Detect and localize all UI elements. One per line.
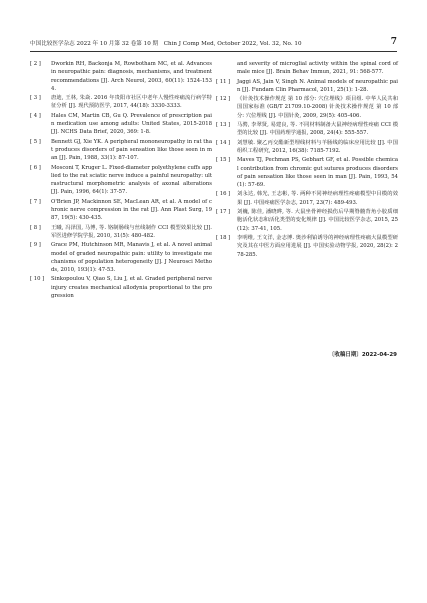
reference-item — [30, 112, 212, 137]
reference-item — [30, 164, 212, 197]
reference-number: [ 11 ] — [216, 78, 231, 85]
reference-text: Bennett GJ, Xie YK. A peripheral mononeuropathy in rat that produces disorders of pain sensation like those seen in man [J]. Pain, 1988, 33(1): 87-107. — [51, 138, 212, 162]
reference-text: O'Brien JP, Mackinnon SE, MacLean AR, et al. A model of chronic nerve compression in the rat [J]. Ann Plast Surg, 1987, 19(5): 430-435. — [51, 198, 212, 222]
reference-number — [216, 60, 237, 77]
reference-text: 马骋, 李翠贤, 易建良, 等. 不同材料制备大鼠神经病理性疼痛 CCI 模型的比较 [J]. 中国药理学通报, 2008, 24(4): 555-557. — [237, 122, 398, 137]
reference-number: [ 9 ] — [30, 242, 41, 249]
running-header — [30, 38, 397, 50]
reference-number: [ 16 ] — [216, 191, 231, 198]
reference-text: Jaggi AS, Jain V, Singh N. Animal models of neuropathic pain [J]. Fundam Clin Pharmacol, 2011, 25(1): 1-28. — [237, 78, 398, 93]
references-right-column — [216, 60, 398, 260]
reference-item — [216, 208, 398, 233]
received-date: 〔收稿日期〕2022-04-29 — [328, 352, 397, 358]
reference-item — [30, 198, 212, 223]
reference-text: Sinkopoulou V, Qiao S, Liu J, et al. Graded peripheral nerve injury creates mechanical allodynia proportional to the progression — [51, 276, 212, 300]
reference-item — [30, 94, 212, 111]
reference-number: [ 17 ] — [216, 209, 231, 216]
reference-text: 唐迪, 王林, 朱焱. 2016 年贵阳市社区中老年人慢性疼痛流行病学特征分析 [J]. 现代预防医学, 2017, 44(18): 3330-3333. — [51, 95, 212, 110]
reference-number: [ 4 ] — [30, 112, 41, 119]
reference-text: and severity of microglial activity within the spinal cord of male mice [J]. Brain Behav Immun, 2021, 91: 568-577. — [237, 61, 398, 76]
page-number: 7 — [390, 37, 397, 47]
reference-text: Mosconi T, Kruger L. Fixed-diameter polyethylene cuffs applied to the rat sciatic nerve induce a painful neuropathy: ultrastructural morphometric analysis of axonal alterations [J]. Pain, 1996, 64(1): 37-57. — [51, 164, 212, 196]
reference-item — [216, 156, 398, 189]
reference-text: Maves TJ, Pechman PS, Gebhart GF, et al. Possible chemical contribution from chromic gut sutures produces disorders of pain sensation like those seen in man [J]. Pain, 1993, 54(1): 57-69. — [237, 157, 398, 189]
reference-number: [ 12 ] — [216, 96, 231, 103]
reference-item — [30, 275, 212, 300]
reference-number: [ 5 ] — [30, 138, 41, 145]
header-rule — [30, 51, 397, 52]
reference-number: [ 13 ] — [216, 122, 231, 129]
reference-text: Grace PM, Hutchinson MR, Manavis J, et al. A novel animal model of graded neuropathic pain: utility to investigate mechanisms of population heterogeneity [J]. J Neurosci Methods, 2010, 193(1): 47-53. — [51, 242, 212, 274]
reference-item — [30, 138, 212, 163]
reference-item — [216, 190, 398, 207]
reference-number: [ 2 ] — [30, 61, 41, 67]
reference-item — [216, 78, 398, 95]
reference-item — [30, 224, 212, 241]
references-left-column — [30, 60, 212, 301]
reference-number: [ 3 ] — [30, 95, 41, 102]
reference-item — [216, 139, 398, 156]
reference-text: Dworkin RH, Backonja M, Rowbotham MC, et al. Advances in neuropathic pain: diagnosis, mechanisms, and treatment recommendations [J]. Arch Neurol, 2003, 60(11): 1524-1534. — [51, 61, 212, 92]
reference-text: 李明维, 王文洋, 金志博. 奥沙利铂诱导的神经病理性疼痛大鼠模型研究及其在中医方面应用进展 [J]. 中国实验动物学报, 2020, 28(2): 278-285. — [237, 234, 398, 258]
reference-number: [ 7 ] — [30, 198, 41, 205]
reference-number: [ 10 ] — [30, 276, 45, 283]
reference-number: [ 14 ] — [216, 139, 231, 146]
reference-item — [30, 241, 212, 274]
reference-item — [216, 234, 398, 259]
reference-number: [ 8 ] — [30, 224, 41, 231]
reference-text: 王曦, 冯泽国, 马博, 等. 铬制肠线与丝线制作 CCI 模型效果比较 [J]. 军医进修学院学报, 2010, 31(5): 480-482. — [51, 224, 212, 239]
reference-number: [ 6 ] — [30, 164, 41, 171]
reference-item — [216, 121, 398, 138]
reference-text: 刘永达, 韩光, 王志彬, 等. 两种不同神经病理性疼痛模型中目模的效果 [J]. 中国疼痛医学杂志, 2017, 23(7): 489-493. — [237, 191, 398, 206]
reference-text: 刘巍, 陈佳, 潘晓晔, 等. 大鼠坐骨神经损伤后早期脊髓背角小胶质细胞活化状态和活化类型的变化规律 [J]. 中国比较医学杂志, 2015, 25(12): 37-41, 105. — [237, 209, 398, 232]
reference-number: [ 18 ] — [216, 234, 231, 241]
reference-item — [216, 60, 398, 77]
reference-item — [30, 60, 212, 93]
reference-number: [ 15 ] — [216, 157, 231, 164]
reference-text: 刘慧敏. 聚乙丙交酯新型埋线材料与羊肠线的临床应用比较 [J]. 中国组织工程研究, 2012, 16(38): 7185-7192. — [237, 139, 398, 154]
reference-item — [216, 95, 398, 120]
reference-text: 《针灸技术操作规范 第 10 部分: 穴位埋线》项目组. 中华人民共和国国家标准 (GB/T 21709.10-2008) 针灸技术操作规范 第 10 部分: 穴位埋线 [J]. 中国针灸, 2009, 29(5): 405-406. — [237, 96, 398, 119]
reference-text: Hales CM, Martin CB, Gu Q. Prevalence of prescription pain medication use among adults: United States, 2015-2018 [J]. NCHS Data Brief, 2020, 369: 1-8. — [51, 112, 212, 136]
journal-citation-line: 中国比较医学杂志 2022 年 10 月第 32 卷第 10 期 Chin J Comp Med, October 2022, Vol. 32, No. 10 — [30, 41, 302, 47]
